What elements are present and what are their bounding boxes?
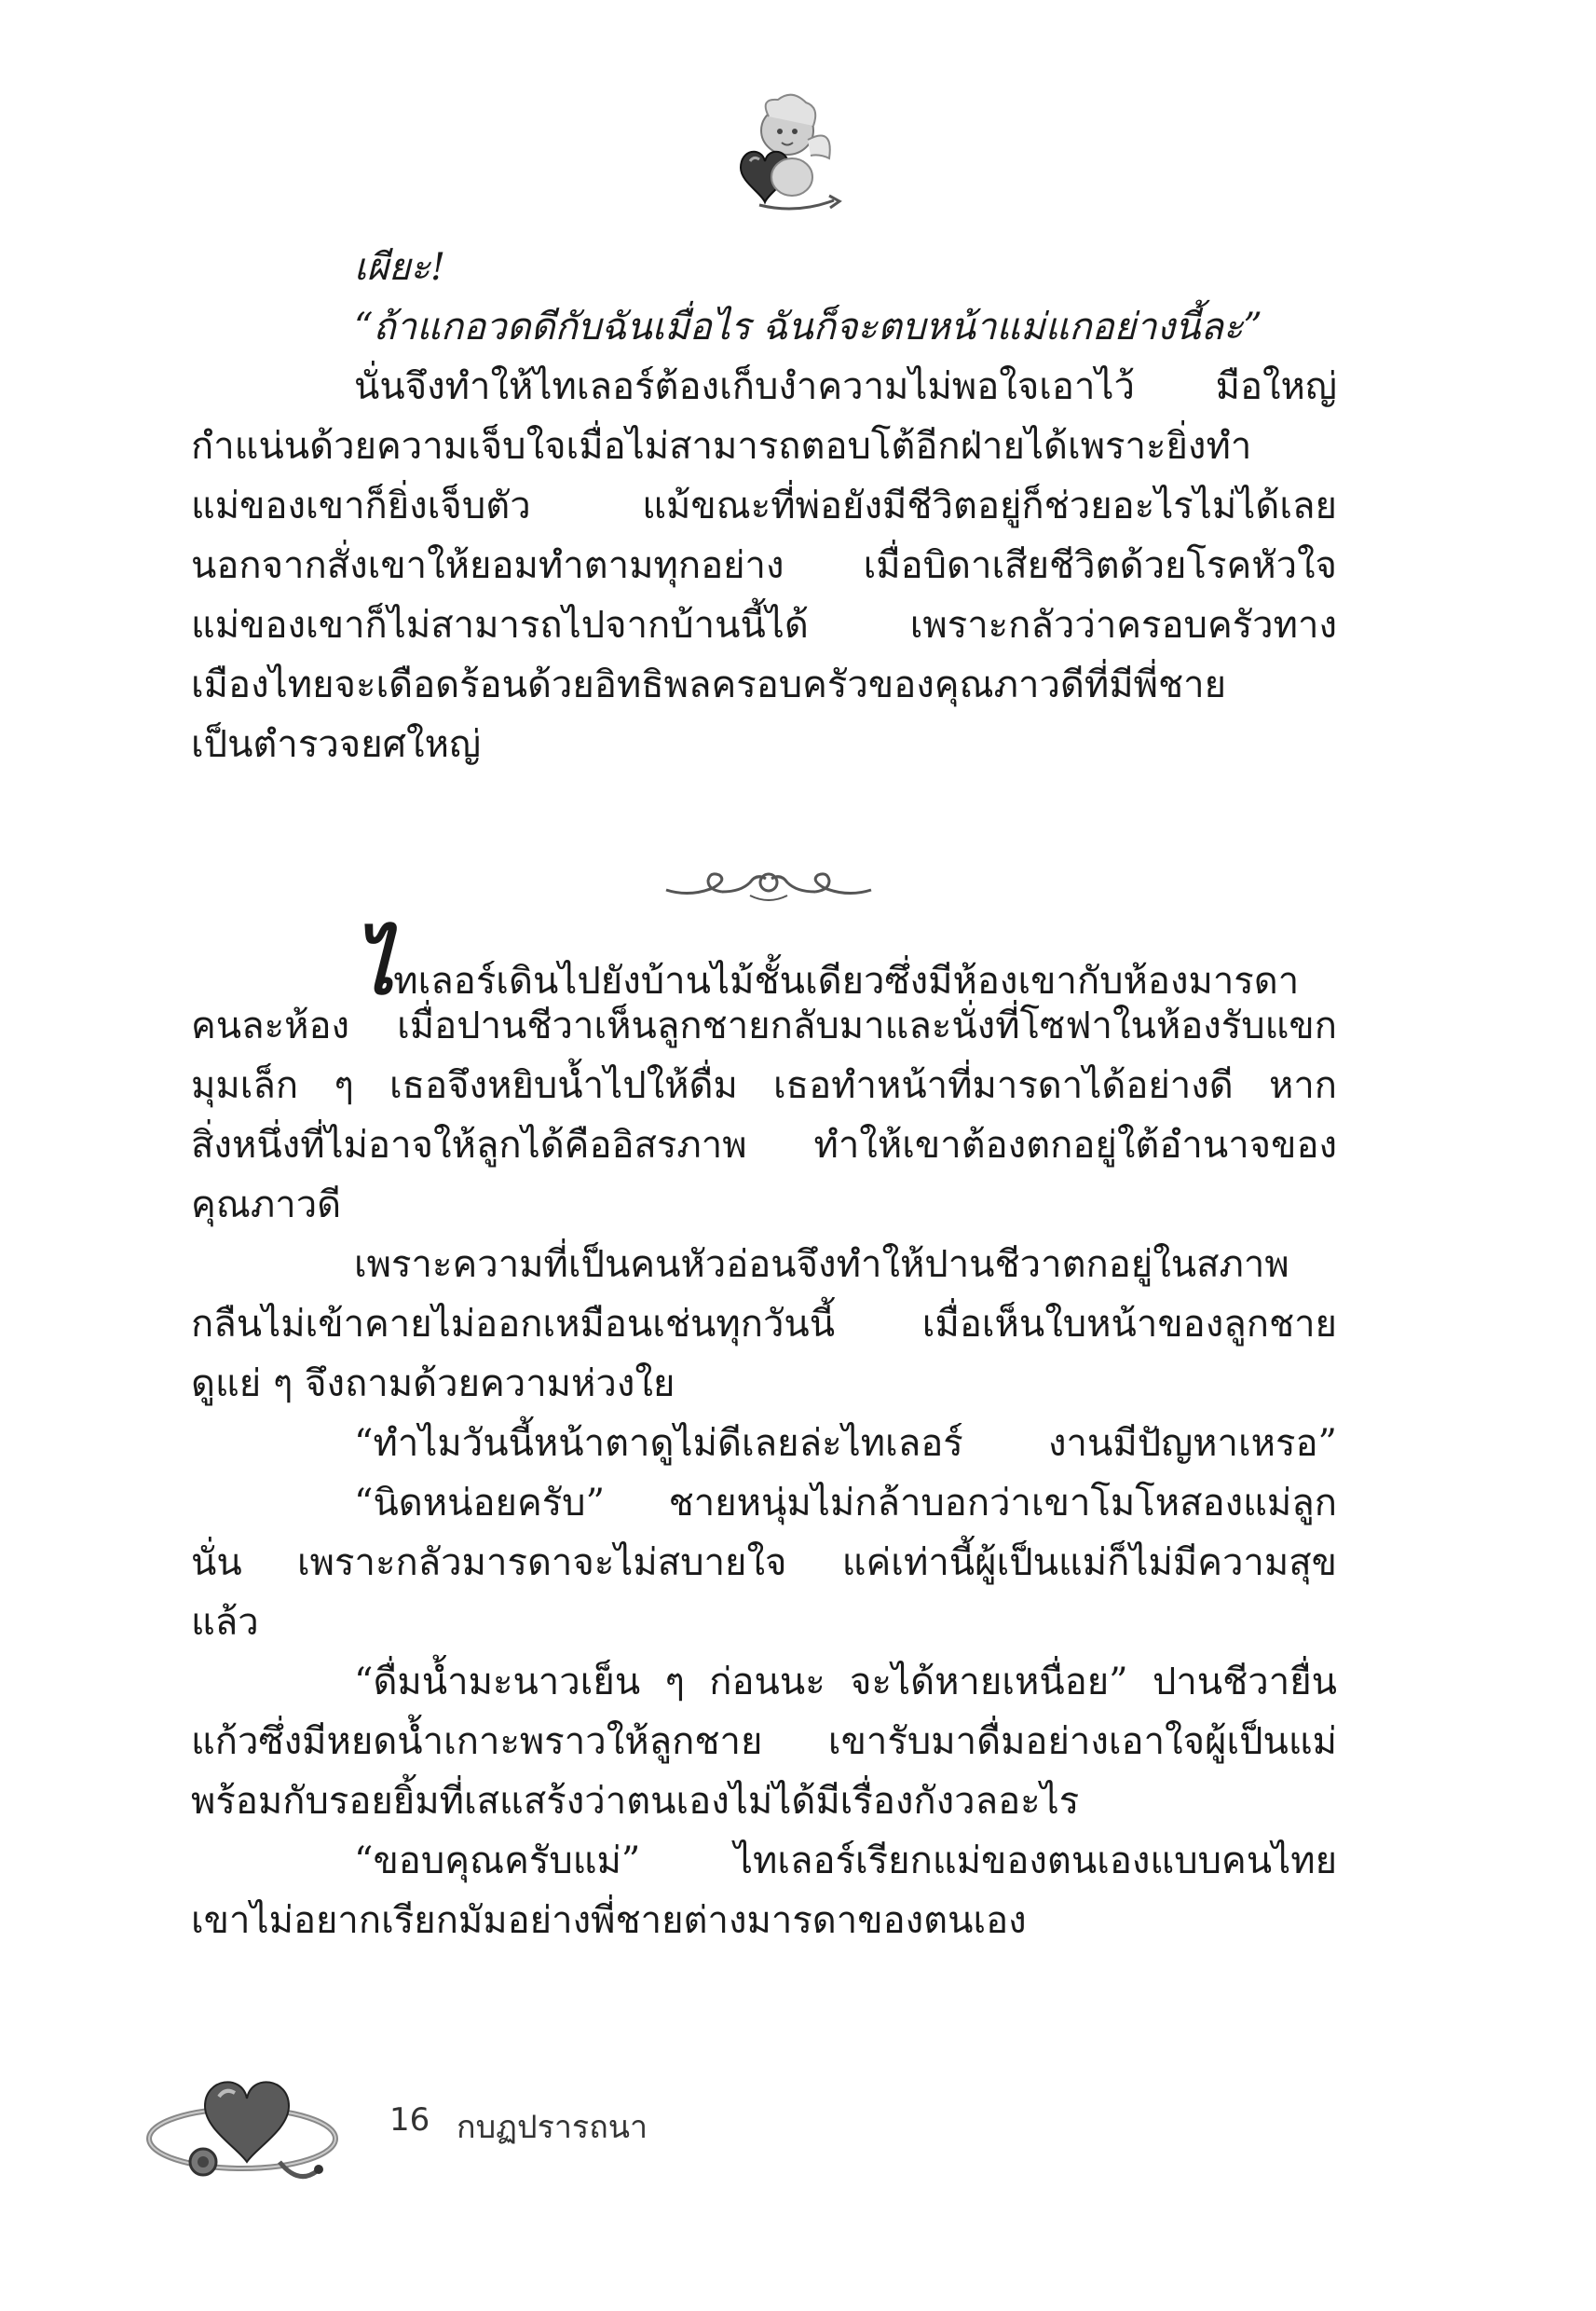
book-title: กบฏปรารถนา [457,2109,648,2146]
text-line: นอกจากสั่งเขาให้ยอมทำตามทุกอย่าง เมื่อบิดาเสียชีวิตด้วยโรคหัวใจ [191,544,1337,587]
flourish-divider-icon [662,862,876,909]
text-line: “ขอบคุณครับแม่” ไทเลอร์เรียกแม่ของตนเองแบบคนไทย [354,1839,1337,1882]
text-line: นั่นจึงทำให้ไทเลอร์ต้องเก็บงำความไม่พอใจเอาไว้ มือใหญ่ [354,365,1337,408]
text-line: เขาไม่อยากเรียกมัมอย่างพี่ชายต่างมารดาของตนเอง [191,1899,1027,1942]
text-line: มุมเล็ก ๆ เธอจึงหยิบน้ำไปให้ดื่ม เธอทำหน้าที่มารดาได้อย่างดี หาก [191,1064,1337,1107]
page-number: 16 [389,2101,430,2139]
text-line: พร้อมกับรอยยิ้มที่เสแสร้งว่าตนเองไม่ได้มีเรื่องกังวลอะไร [191,1780,1080,1823]
text-line [191,920,1337,1012]
cupid-heart-icon [703,89,843,219]
text-line: “ทำไมวันนี้หน้าตาดูไม่ดีเลยล่ะไทเลอร์ งานมีปัญหาเหรอ” [354,1422,1337,1465]
text-line: สิ่งหนึ่งที่ไม่อาจให้ลูกได้คืออิสรภาพ ทำให้เขาต้องตกอยู่ใต้อำนาจของ [191,1124,1337,1167]
paragraph-block-1 [191,238,1337,774]
text-line: คนละห้อง เมื่อปานชีวาเห็นลูกชายกลับมาและนั่งที่โซฟาในห้องรับแขก [191,1005,1337,1047]
text-line: คุณภาวดี [191,1183,342,1226]
text-line: เป็นตำรวจยศใหญ่ [191,723,482,766]
paragraph-block-2 [191,920,1337,1950]
text-line: “ถ้าแกอวดดีกับฉันเมื่อไร ฉันก็จะตบหน้าแม่แกอย่างนี้ละ” [354,306,1262,349]
text-line: กลืนไม่เข้าคายไม่ออกเหมือนเช่นทุกวันนี้ เมื่อเห็นใบหน้าของลูกชาย [191,1303,1337,1346]
text-line: แม่ของเขาก็ยิ่งเจ็บตัว แม้ขณะที่พ่อยังมีชีวิตอยู่ก็ช่วยอะไรไม่ได้เลย [191,485,1337,527]
text-line: “นิดหน่อยครับ” ชายหนุ่มไม่กล้าบอกว่าเขาโมโหสองแม่ลูก [354,1482,1337,1525]
text-line: นั่น เพราะกลัวมารดาจะไม่สบายใจ แค่เท่านี้ผู้เป็นแม่ก็ไม่มีความสุข [191,1541,1337,1584]
text-line: แก้วซึ่งมีหยดน้ำเกาะพราวให้ลูกชาย เขารับมาดื่มอย่างเอาใจผู้เป็นแม่ [191,1720,1337,1763]
first-line-text: ทเลอร์เดินไปยังบ้านไม้ชั้นเดียวซึ่งมีห้องเขากับห้องมารดา [393,960,1300,1003]
text-line: แล้ว [191,1601,259,1644]
text-line: “ดื่มน้ำมะนาวเย็น ๆ ก่อนนะ จะได้หายเหนื่อย” ปานชีวายื่น [354,1661,1337,1703]
text-line: เมืองไทยจะเดือดร้อนด้วยอิทธิพลครอบครัวของคุณภาวดีที่มีพี่ชาย [191,663,1227,706]
text-line: ดูแย่ ๆ จึงถามด้วยความห่วงใย [191,1362,675,1405]
heart-stethoscope-icon [140,2069,354,2199]
text-line: แม่ของเขาก็ไม่สามารถไปจากบ้านนี้ได้ เพราะกลัวว่าครอบครัวทาง [191,604,1337,647]
drop-cap: ไ [354,920,394,1012]
text-line: เพราะความที่เป็นคนหัวอ่อนจึงทำให้ปานชีวาตกอยู่ในสภาพ [354,1243,1289,1286]
text-line: กำแน่นด้วยความเจ็บใจเมื่อไม่สามารถตอบโต้อีกฝ่ายได้เพราะยิ่งทำ [191,425,1252,468]
text-line: เผียะ! [354,246,446,289]
